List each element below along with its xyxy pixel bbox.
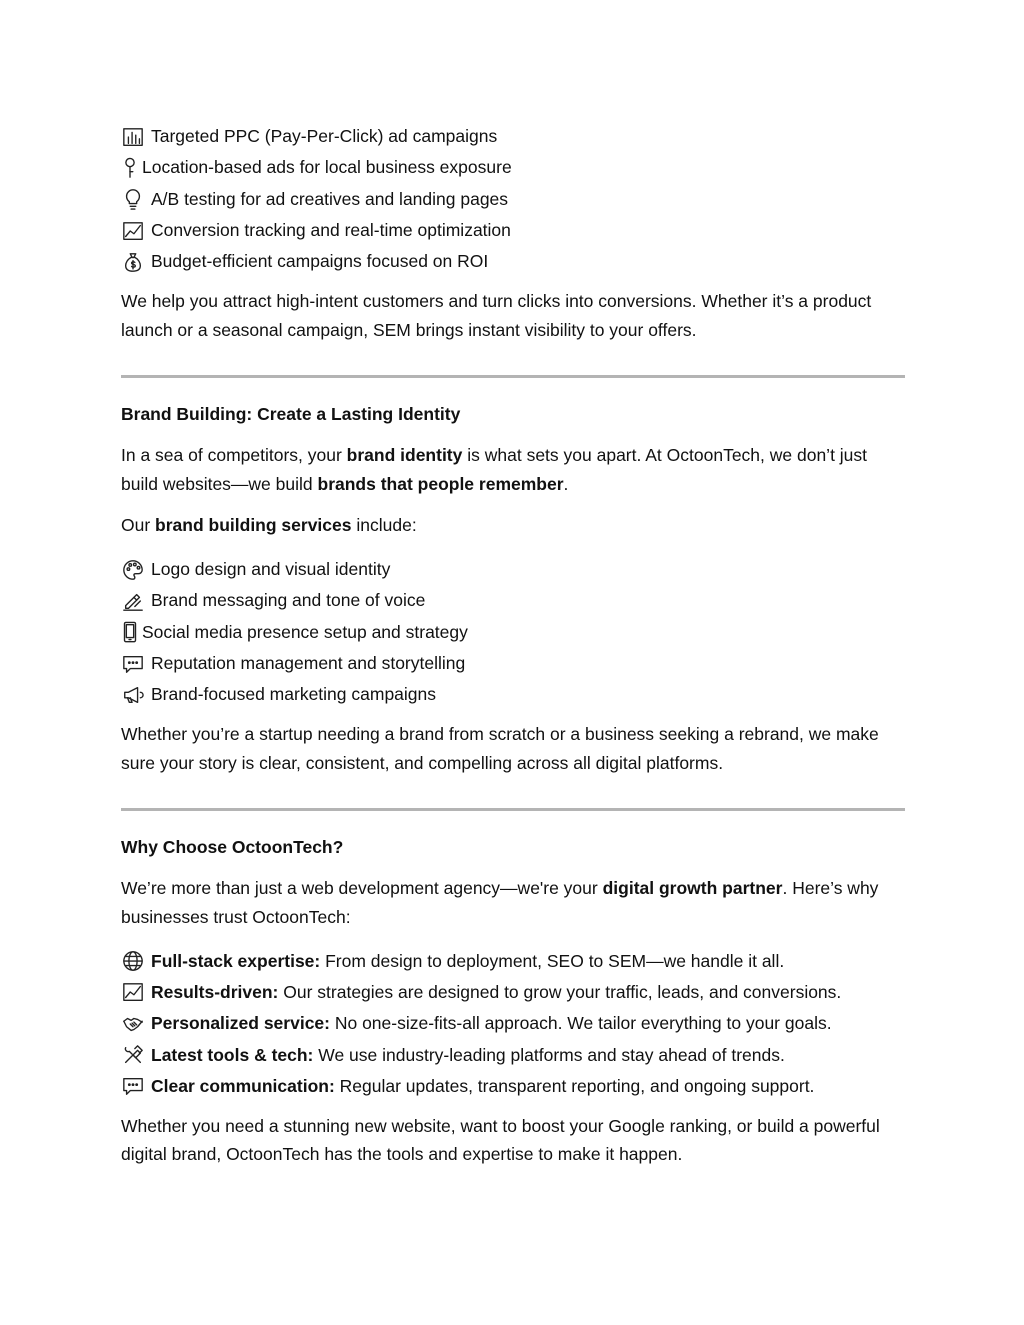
section-heading-brand-building: Brand Building: Create a Lasting Identity <box>121 404 461 425</box>
list-item <box>121 1071 905 1102</box>
list-item-text: Reputation management and storytelling <box>151 653 466 674</box>
palette-icon <box>121 558 145 582</box>
tools-icon <box>121 1043 145 1067</box>
list-item-text: Conversion tracking and real-time optimization <box>151 220 511 241</box>
brand-services-list <box>121 554 905 710</box>
why-list <box>121 945 905 1101</box>
mobile-phone-icon <box>121 620 138 644</box>
list-item-label: Full-stack expertise: <box>151 950 321 971</box>
sem-feature-list <box>121 121 905 277</box>
list-item-label: Clear communication: <box>151 1075 335 1096</box>
list-item-text: Brand-focused marketing campaigns <box>151 684 437 705</box>
list-item <box>121 585 905 616</box>
list-item <box>121 152 905 183</box>
list-item <box>121 617 905 648</box>
list-item <box>121 679 905 710</box>
list-item-text: Brand messaging and tone of voice <box>151 590 426 611</box>
section-heading-why-choose: Why Choose OctoonTech? <box>121 837 344 858</box>
list-item-text: We use industry-leading platforms and stay ahead of trends. <box>313 1044 785 1065</box>
why-closing-paragraph: Whether you need a stunning new website, want to boost your Google ranking, or build a powerful digital brand, OctoonTech has the tools and expertise to make it happen. <box>121 1115 880 1165</box>
list-item <box>121 184 905 215</box>
list-item <box>121 1008 905 1039</box>
list-item <box>121 977 905 1008</box>
why-intro-paragraph: We’re more than just a web development agency—we're your digital growth partner. Here’s why businesses trust OctoonTech: <box>121 878 879 927</box>
money-bag-icon <box>121 250 145 274</box>
list-item-text: Regular updates, transparent reporting, and ongoing support. <box>334 1075 815 1096</box>
speech-bubble-icon <box>121 1074 145 1098</box>
list-item-text: Budget-efficient campaigns focused on ROI <box>151 251 489 272</box>
globe-icon <box>121 949 145 973</box>
list-item <box>121 121 905 152</box>
list-item-label: Results-driven: <box>151 981 279 1002</box>
list-item <box>121 246 905 277</box>
speech-bubble-icon <box>121 652 145 676</box>
list-item-label: Personalized service: <box>151 1013 330 1034</box>
section-divider <box>121 808 905 811</box>
lightbulb-icon <box>121 187 145 211</box>
brand-intro-paragraph: In a sea of competitors, your brand identity is what sets you apart. At OctoonTech, we don’t just build websites—we build brands that people remember. <box>121 445 868 494</box>
bar-chart-icon <box>121 125 145 149</box>
handshake-icon <box>121 1012 145 1036</box>
list-item-text: A/B testing for ad creatives and landing pages <box>151 188 509 209</box>
list-item <box>121 648 905 679</box>
list-item-text: Location-based ads for local business exposure <box>142 157 512 178</box>
list-item-text: Our strategies are designed to grow your traffic, leads, and conversions. <box>278 981 842 1002</box>
list-item-text: From design to deployment, SEO to SEM—we handle it all. <box>320 950 785 971</box>
megaphone-icon <box>121 683 145 707</box>
list-item <box>121 945 905 976</box>
list-item-text: Social media presence setup and strategy <box>142 621 468 642</box>
list-item <box>121 215 905 246</box>
sem-paragraph: We help you attract high-intent customers and turn clicks into conversions. Whether it’s a product launch or a seasonal campaign, SEM brings instant visibility to your offers. <box>121 291 872 340</box>
list-item-text: Logo design and visual identity <box>151 559 391 580</box>
list-item <box>121 554 905 585</box>
brand-closing-paragraph: Whether you’re a startup needing a brand from scratch or a business seeking a rebrand, we make sure your story is clear, consistent, and compelling across all digital platforms. <box>121 724 879 773</box>
pen-icon <box>121 589 145 613</box>
document-page <box>121 121 905 1169</box>
brand-services-intro: Our brand building services include: <box>121 515 417 536</box>
list-item-text: No one-size-fits-all approach. We tailor everything to your goals. <box>329 1013 832 1034</box>
trend-chart-icon <box>121 980 145 1004</box>
list-item <box>121 1039 905 1070</box>
trend-chart-icon <box>121 219 145 243</box>
location-pin-icon <box>121 156 138 180</box>
section-divider <box>121 375 905 378</box>
list-item-label: Latest tools & tech: <box>151 1044 314 1065</box>
list-item-text: Targeted PPC (Pay-Per-Click) ad campaigns <box>151 126 498 147</box>
